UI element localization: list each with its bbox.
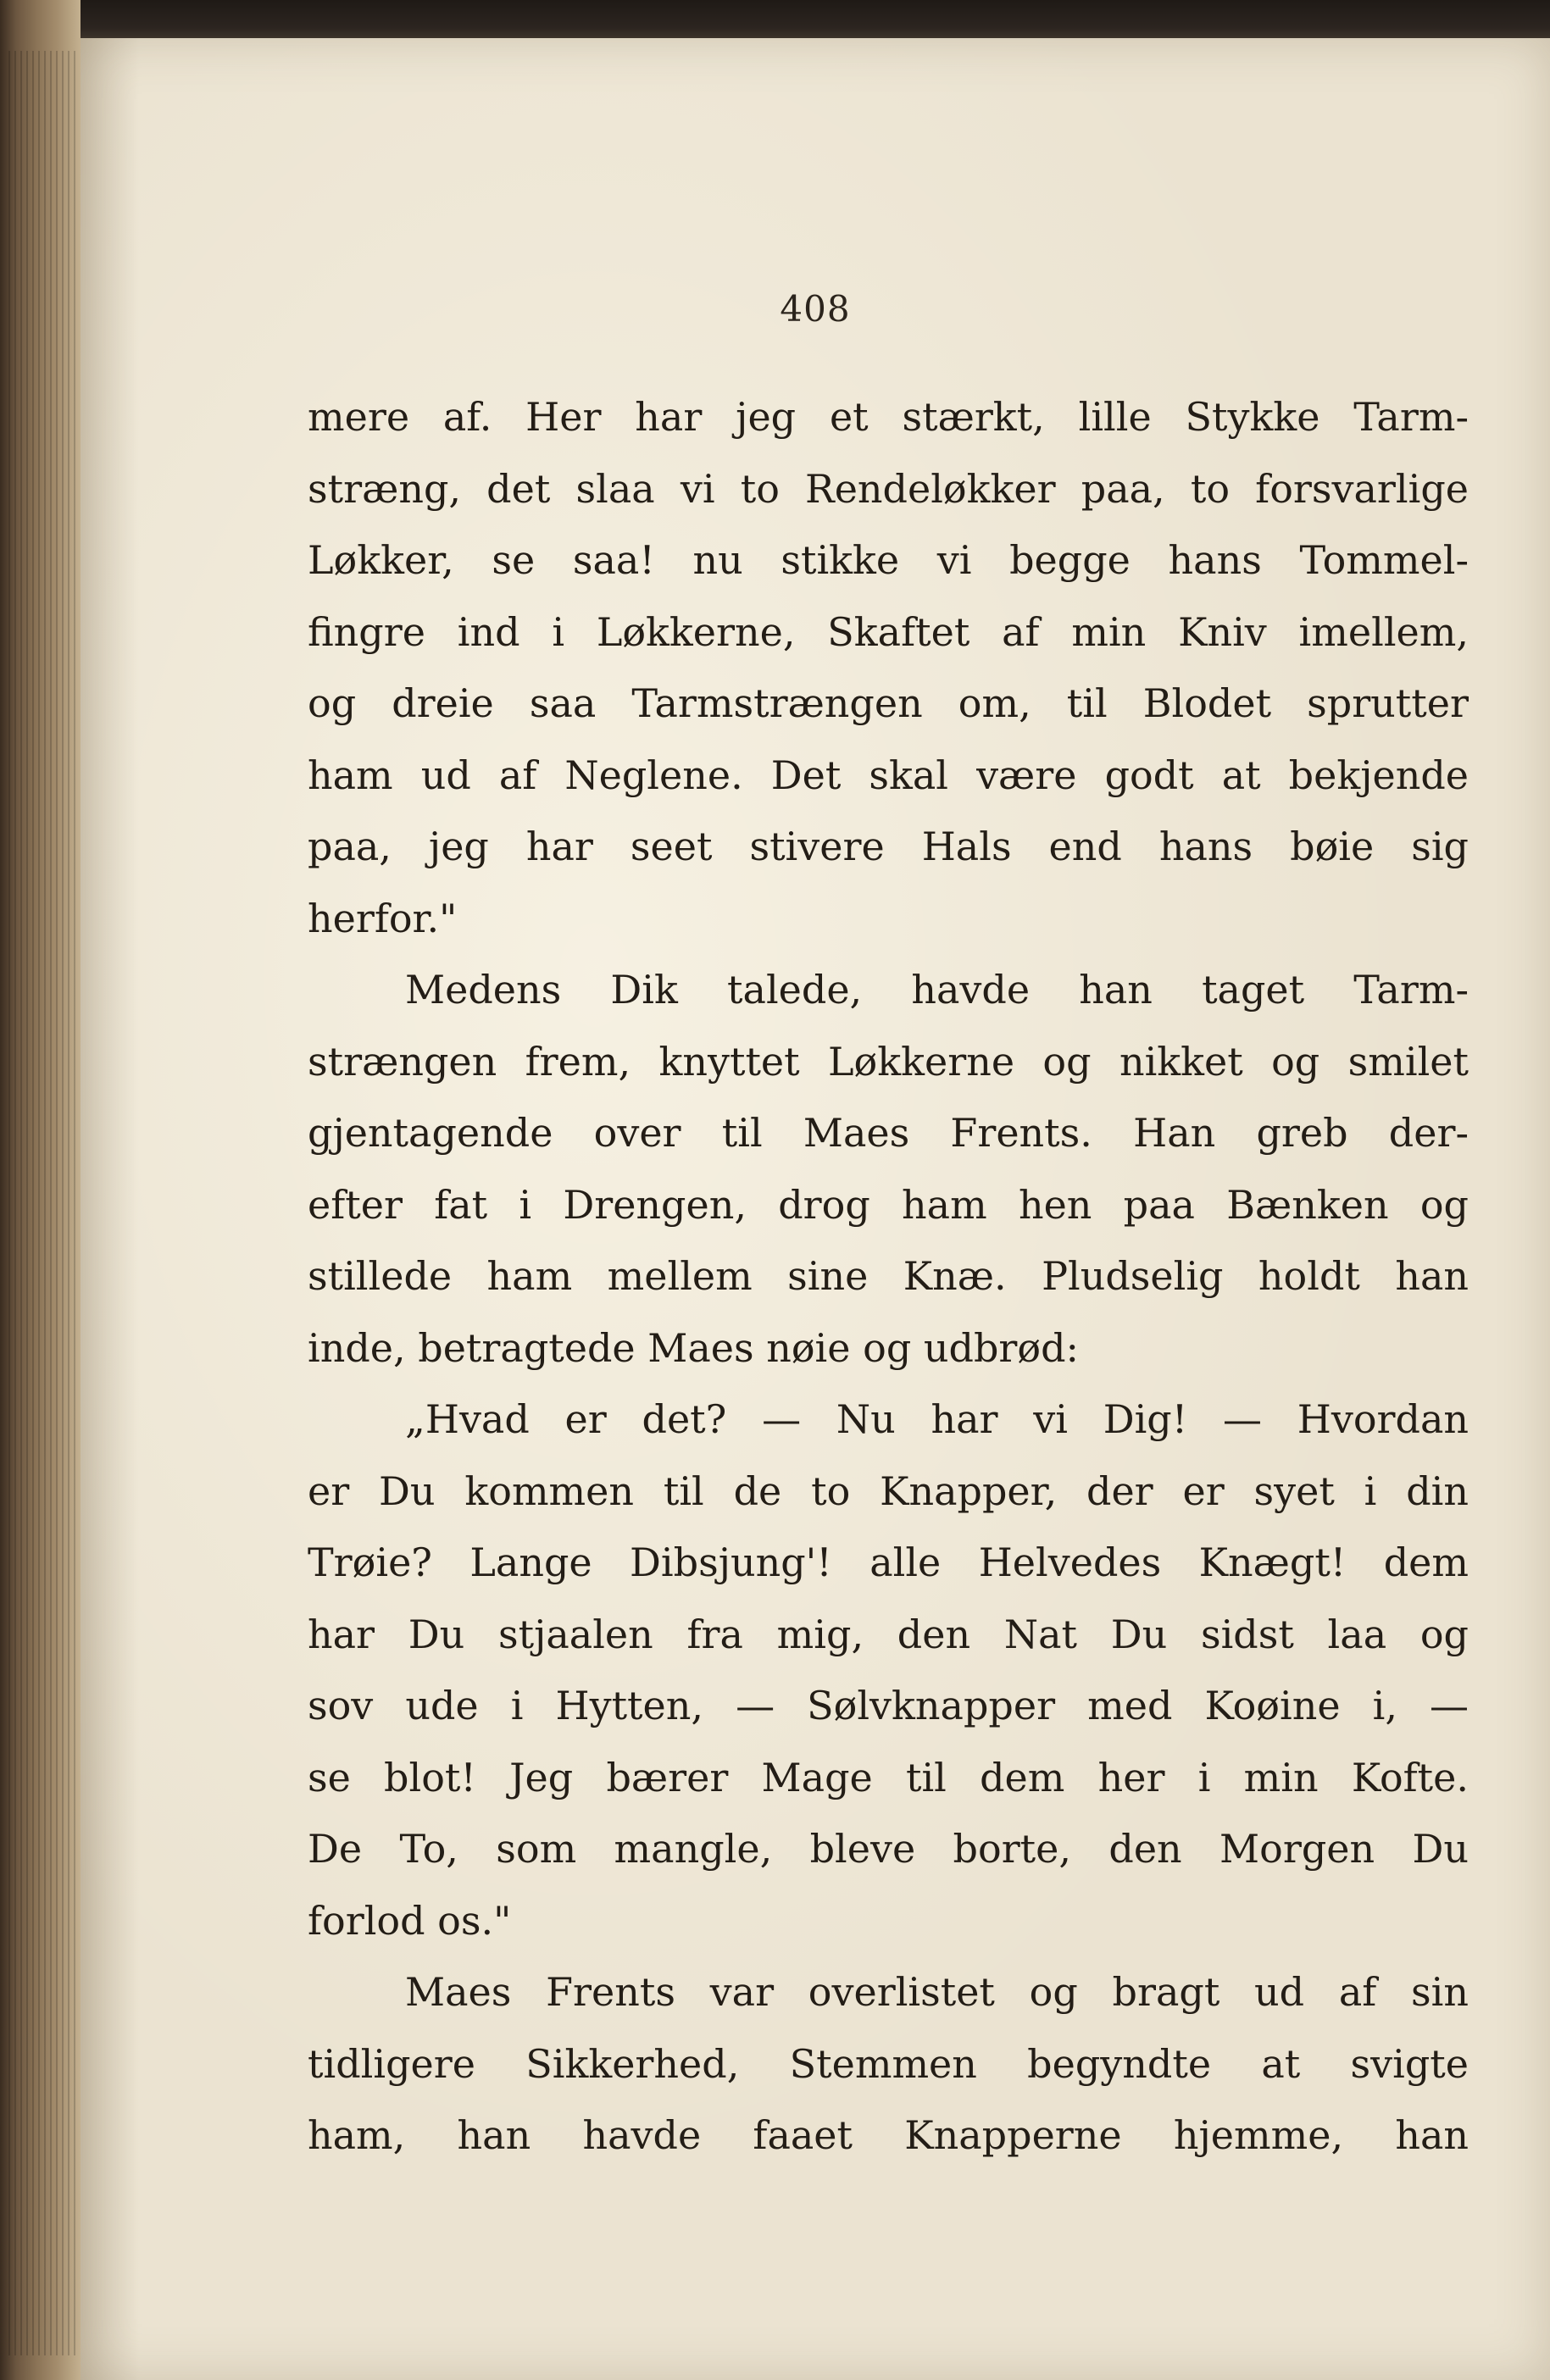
text-line: strængen frem, knyttet Løkkerne og nikket og smilet — [308, 1038, 1469, 1085]
page-stack-lines — [8, 51, 76, 2355]
text-line: De To, som mangle, bleve borte, den Morgen Du — [308, 1826, 1469, 1872]
text-line: Medens Dik talede, havde han taget Tarm- — [405, 967, 1469, 1012]
text-line: Maes Frents var overlistet og bragt ud af sin — [405, 1969, 1469, 2015]
text-line: har Du stjaalen fra mig, den Nat Du sidst laa og — [308, 1611, 1469, 1657]
text-line: mere af. Her har jeg et stærkt, lille Stykke Tarm- — [308, 394, 1469, 440]
text-line: sov ude i Hytten, — Sølvknapper med Koøine i, — — [308, 1683, 1469, 1728]
text-line: og dreie saa Tarmstrængen om, til Blodet sprutter — [308, 680, 1469, 726]
text-line: forlod os." — [308, 1897, 512, 1944]
page-number: 408 — [780, 288, 851, 330]
text-line: ham ud af Neglene. Det skal være godt at bekjende — [308, 752, 1469, 798]
text-line: paa, jeg har seet stivere Hals end hans bøie sig — [308, 824, 1469, 869]
text-line: Løkker, se saa! nu stikke vi begge hans Tommel- — [308, 537, 1469, 583]
page-stack-edge — [0, 0, 81, 2380]
text-line: gjentagende over til Maes Frents. Han greb der- — [308, 1110, 1469, 1156]
text-line: herfor." — [308, 895, 458, 941]
text-line: fingre ind i Løkkerne, Skaftet af min Kniv imellem, — [308, 608, 1469, 655]
text-line: stræng, det slaa vi to Rendeløkker paa, to forsvarlige — [308, 465, 1469, 512]
text-line: se blot! Jeg bærer Mage til dem her i min Kofte. — [308, 1754, 1469, 1800]
body-text — [308, 381, 1469, 2172]
text-line: Trøie? Lange Dibsjung'! alle Helvedes Knægt! dem — [308, 1540, 1469, 1585]
text-line: er Du kommen til de to Knapper, der er syet i din — [308, 1467, 1469, 1514]
text-line: „Hvad er det? — Nu har vi Dig! — Hvordan — [405, 1396, 1469, 1442]
text-line: inde, betragtede Maes nøie og udbrød: — [308, 1324, 1080, 1371]
text-line: stillede ham mellem sine Knæ. Pludselig holdt han — [308, 1253, 1469, 1299]
text-line: ham, han havde faaet Knapperne hjemme, han — [308, 2112, 1469, 2158]
book-page — [81, 38, 1550, 2380]
text-line: efter fat i Drengen, drog ham hen paa Bænken og — [308, 1181, 1469, 1228]
text-line: tidligere Sikkerhed, Stemmen begyndte at svigte — [308, 2040, 1469, 2087]
